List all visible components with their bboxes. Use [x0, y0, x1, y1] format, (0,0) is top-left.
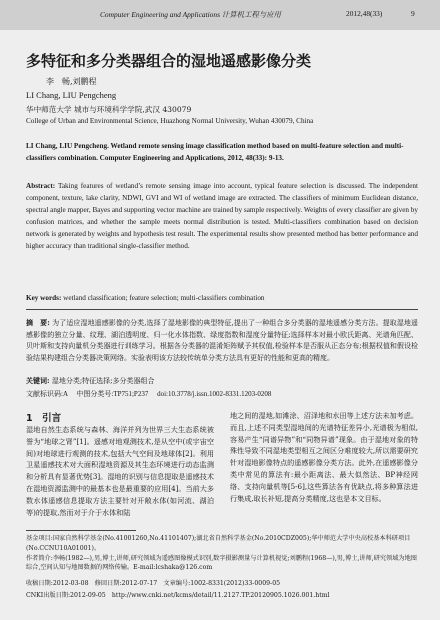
classification-line: [26, 389, 418, 399]
authors-en: LI Chang, LIU Pengcheng: [26, 90, 117, 100]
footnotes: [26, 534, 418, 573]
affiliation-en: College of Urban and Environmental Science, Huazhong Normal University, Wuhan 430079, China: [26, 117, 314, 125]
abstract-cn-text: 为了适应湿地遥感影像的分类,选择了湿地影像的典型特征,提出了一种组合多分类器的湿地遥感分类方法。提取湿地遥感影像的独立分量、纹理、湖泊透明度、归一化水体指数、绿度指数和湿度分量特征;选择样本对最小欧氏距离、光谱角匹配、贝叶斯和支持向量机分类器进行训练学习。根据各分类器的混淆矩阵赋予其权值,检验样本是否服从正态分布;根据权值和假设检验结果构建组合分类器决策网络。实验表明该方法较传统单分类方法具有更好的性能和更高的精度。: [26, 319, 418, 363]
divider: [26, 309, 418, 310]
citation: LI Chang, LIU Pengcheng. Wetland remote sensing image classification method based on multi-feature selection and multi-classifiers combination. Computer Engineering and Applications, 2012, 48(33): 9-13.: [26, 142, 404, 162]
header-issue: 2012,48(33): [346, 9, 383, 18]
paper-title: 多特征和多分类器组合的湿地遥感影像分类: [26, 52, 312, 70]
keywords-cn: [26, 376, 155, 386]
clc-number: 中图分类号:TP751;P237: [76, 390, 149, 398]
doi: doi:10.3778/j.issn.1002-8331.1203-0208: [157, 390, 272, 398]
abstract-label: Abstract:: [26, 182, 56, 190]
received-dates: 收稿日期:2012-03-08 修回日期:2012-07-17 文章编号:1002-8331(2012)33-0009-05: [26, 580, 281, 587]
footnote-divider: [26, 530, 136, 531]
keywords-cn-label: 关键词:: [26, 376, 50, 385]
footnote-funding: 基金项目:国家自然科学基金(No.41001260,No.41101407);湖北省自然科学基金(No.2010CDZ005);华中师范大学中央高校基本科研项目(No.CCNU10A01001)。: [26, 535, 411, 552]
abstract-cn: [26, 317, 418, 365]
cnki-publication: CNKI出版日期:2012-09-05 http://www.cnki.net/kcms/detail/11.2127.TP.20120905.1026.001.html: [26, 592, 330, 599]
header-page-number: 9: [411, 9, 415, 18]
affiliation-cn: 华中师范大学 城市与环境科学学院,武汉 430079: [26, 105, 192, 114]
body-column-left: 湿地自然生态系统与森林、海洋并列为世界三大生态系统被誉为“地球之肾”[1]。遥感对地观测技术,是从空中(或宇宙空间)对地球进行观测的技术,包括大气空间及地球体[2]。利用卫星遥感技术对大面积湿地资源及其生态环境进行动态监测和分析具有显著优势[3]。湿地的识别与信息提取是遥感技术在湿地资源监测中的最基本也是最重要的应用[4]。当前大多数水体遥感信息提取方法主要针对开敞水体(如河流、湖泊等)的提取,然而对于介于水体和陆: [26, 425, 214, 517]
keywords-label: Key words:: [26, 294, 62, 302]
keywords-cn-text: 湿地分类;特征选择;多分类器组合: [51, 377, 155, 385]
footnote-authors: 作者简介:李畅(1982—),男,博士,讲师,研究领域为遥感图像模式识别,数字摄影测量与计算机视觉;刘鹏程(1968—),男,博士,讲师,研究领域为地图综合,空间认知与地图数据的网络传输。E-mail:lcshaka@126.com: [26, 554, 417, 572]
running-header: [0, 0, 440, 30]
section-heading: 1 引言: [26, 413, 62, 424]
header-journal: Computer Engineering and Applications 计算机工程与应用: [100, 10, 281, 19]
body-column-right: 地之间的湿地,如滩涂、沼泽地和水田等上述方法未加考虑。而且,上述不同类型湿地间的光谱特征差异小,光谱极为相似,容易产生“同谱异物”和“同物异谱”现象。由于湿地对象的特殊性导致不同湿地类型相互之间区分难度较大,所以需要研究针对湿地影像特点的遥感影像分类方法。此外,在遥感影像分类中常见的算法有:最小距离法、最大似然法、BP神经网络、支持向量机等[5-6],这些算法各有优缺点,将多种算法进行集成,取长补短,提高分类精度,这也是本文目标。: [230, 411, 418, 503]
abstract-en: [26, 180, 418, 252]
authors-cn: 李 畅,刘鹏程: [46, 77, 97, 86]
keywords-en: [26, 294, 418, 302]
abstract-text: Taking features of wetland’s remote sensing image into account, typical feature selection is discussed. The independent component, texture, lake clarity, NDWI, GVI and WI of wetland image are extracted. The classifiers of minimum Euclidean distance, spectral angle mapper, Bayes and supporting vector machine are trained by sample respectively. Weights of every classifier are given by confusion matrices, and whether the sample meets normal distribution is tested. Multi-classifiers combination based on decision network is generated by weights and hypothesis test result. The experimental results show presented method has better performance and higher accuracy than traditional single-classifier method.: [26, 182, 418, 250]
abstract-cn-label: 摘 要:: [26, 318, 50, 327]
keywords-text: wetland classification; feature selection; multi-classifiers combination: [63, 294, 265, 302]
doc-code: 文献标识码:A: [26, 390, 68, 398]
